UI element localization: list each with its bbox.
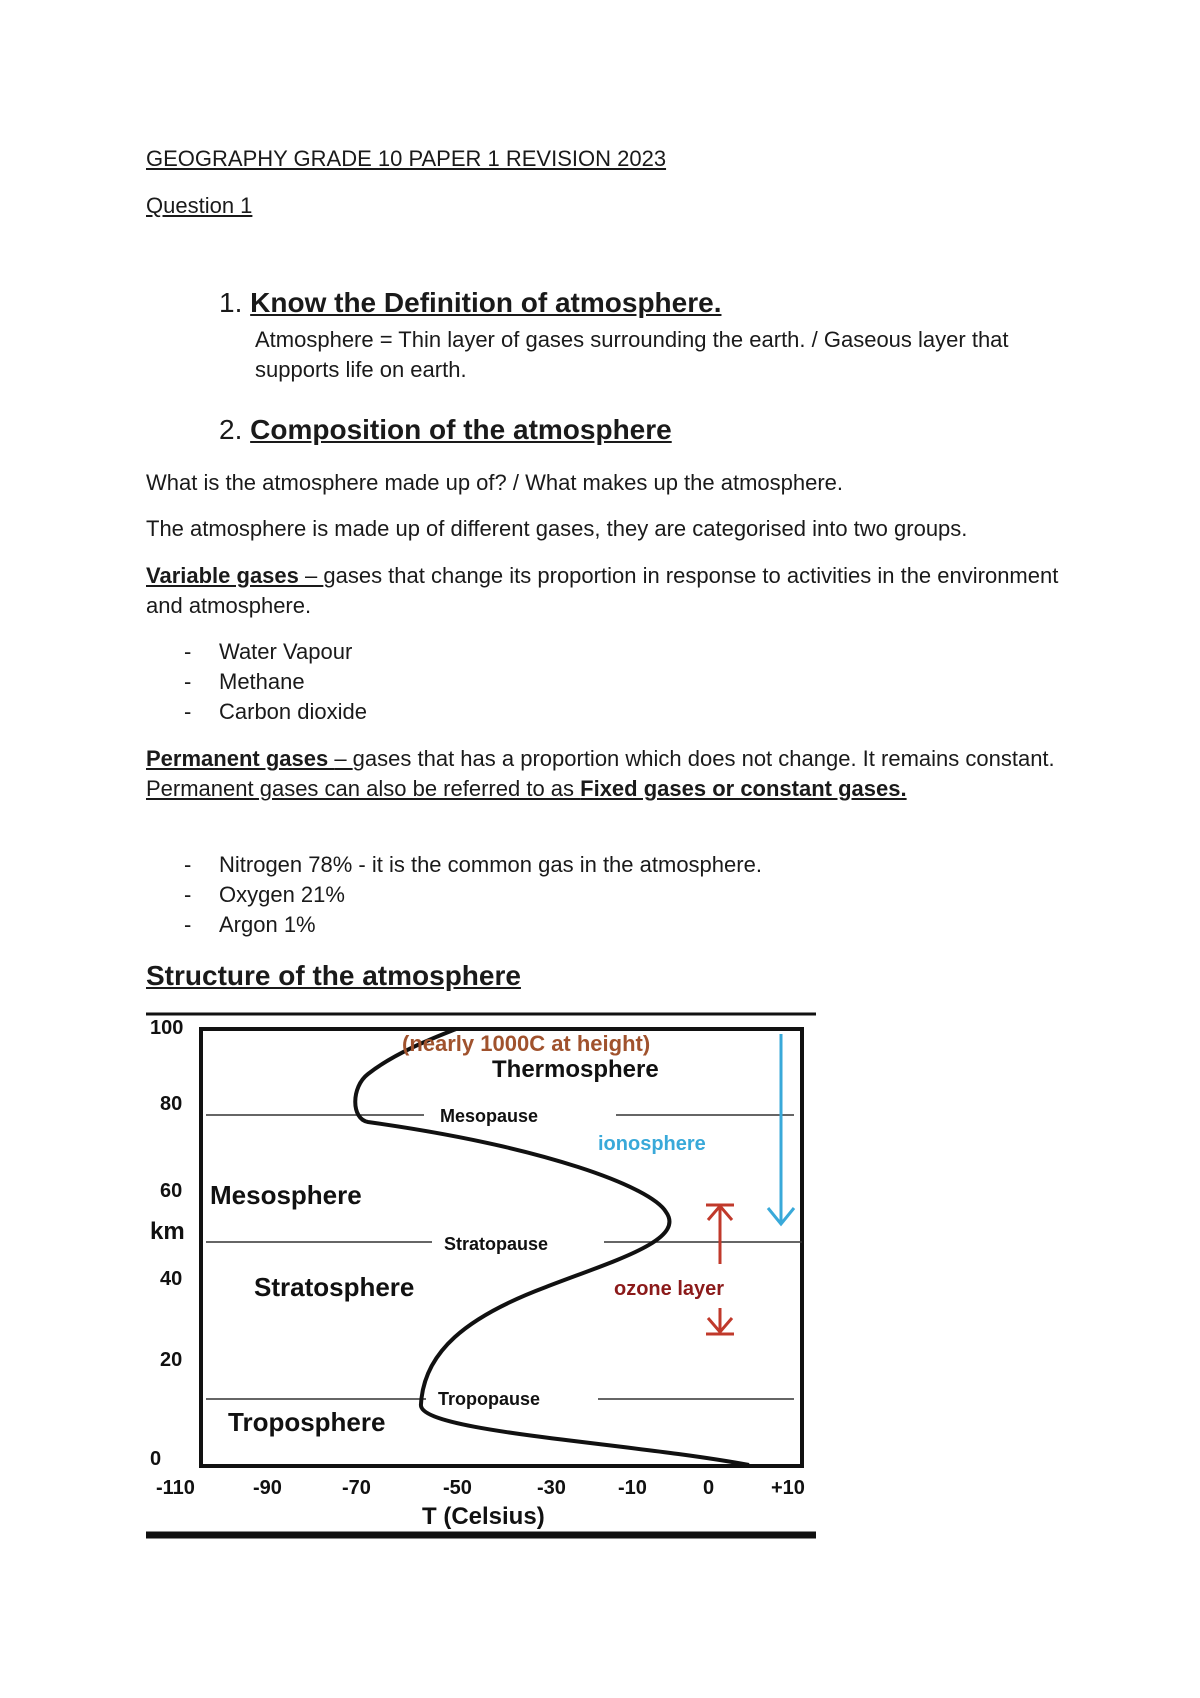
stratopause-label: Stratopause [444, 1234, 549, 1254]
permanent-gases-note: Permanent gases can also be referred to as [146, 776, 581, 801]
ozone-up-arrow-icon [706, 1205, 734, 1264]
x-tick-label: -50 [443, 1477, 472, 1499]
mesosphere-label: Mesosphere [210, 1180, 362, 1210]
permanent-gases-list [146, 850, 762, 940]
fixed-gases-term: Fixed gases or constant gases. [580, 776, 907, 801]
permanent-gases-dash: – [334, 746, 353, 771]
variable-gases-paragraph [146, 561, 1076, 621]
section-2-number: 2. [219, 414, 243, 445]
variable-gases-description: gases that change its proportion in response to activities in the environment and atmosphere. [146, 563, 1059, 618]
troposphere-label: Troposphere [228, 1407, 386, 1437]
composition-question: What is the atmosphere made up of? / What makes up the atmosphere. [146, 470, 844, 495]
thermosphere-label: Thermosphere [492, 1056, 659, 1083]
y-tick-label: 0 [150, 1448, 162, 1470]
list-item: - Nitrogen 78% - it is the common gas in the atmosphere. [146, 850, 762, 880]
y-tick-label: 20 [160, 1349, 183, 1371]
thermosphere-note: (nearly 1000C at height) [402, 1031, 651, 1056]
list-item: - Carbon dioxide [146, 697, 367, 727]
x-tick-label: -110 [156, 1477, 195, 1499]
x-tick-label: -70 [342, 1477, 371, 1499]
atmosphere-definition: Atmosphere = Thin layer of gases surrounding the earth. / Gaseous layer that supports life on earth. [255, 327, 1009, 382]
list-item: - Methane [146, 667, 367, 697]
x-tick-label: +10 [771, 1477, 805, 1499]
ozone-down-arrow-icon [706, 1308, 734, 1334]
composition-intro: The atmosphere is made up of different gases, they are categorised into two groups. [146, 516, 968, 541]
variable-gases-dash: – [305, 563, 324, 588]
section-2-heading [219, 414, 672, 446]
permanent-gases-term: Permanent gases [146, 746, 335, 771]
mesopause-label: Mesopause [440, 1106, 539, 1126]
section-2-title: Composition of the atmosphere [250, 414, 672, 445]
structure-heading: Structure of the atmosphere [146, 960, 521, 991]
boundary-lines [206, 1115, 802, 1399]
permanent-gases-paragraph [146, 744, 1076, 804]
ionosphere-label: ionosphere [598, 1133, 706, 1155]
variable-gases-list [146, 637, 367, 727]
y-tick-label: 60 [160, 1180, 183, 1202]
list-item: - Water Vapour [146, 637, 367, 667]
section-1-number: 1. [219, 287, 243, 318]
tropopause-label: Tropopause [438, 1389, 541, 1409]
x-tick-label: 0 [703, 1477, 715, 1499]
x-tick-label: -10 [618, 1477, 647, 1499]
x-tick-label: -30 [537, 1477, 566, 1499]
permanent-gases-description: gases that has a proportion which does not change. It remains constant. [352, 746, 1055, 771]
section-1-title: Know the Definition of atmosphere. [250, 287, 722, 318]
y-axis-unit: km [150, 1218, 185, 1245]
stratosphere-label: Stratosphere [254, 1272, 415, 1302]
y-tick-label: 100 [150, 1017, 184, 1039]
list-item: - Argon 1% [146, 910, 762, 940]
x-tick-label: -90 [253, 1477, 282, 1499]
section-1-heading [219, 287, 721, 319]
list-item: - Oxygen 21% [146, 880, 762, 910]
x-axis-ticks [156, 1477, 805, 1499]
variable-gases-term: Variable gases [146, 563, 305, 588]
atmosphere-structure-diagram [146, 1012, 816, 1540]
ozone-layer-label: ozone layer [614, 1278, 725, 1300]
question-title: Question 1 [146, 193, 253, 218]
y-tick-label: 80 [160, 1093, 183, 1115]
ionosphere-arrow-icon [768, 1034, 794, 1224]
x-axis-label: T (Celsius) [422, 1503, 545, 1530]
y-tick-label: 40 [160, 1268, 183, 1290]
document-title: GEOGRAPHY GRADE 10 PAPER 1 REVISION 2023 [146, 146, 667, 171]
